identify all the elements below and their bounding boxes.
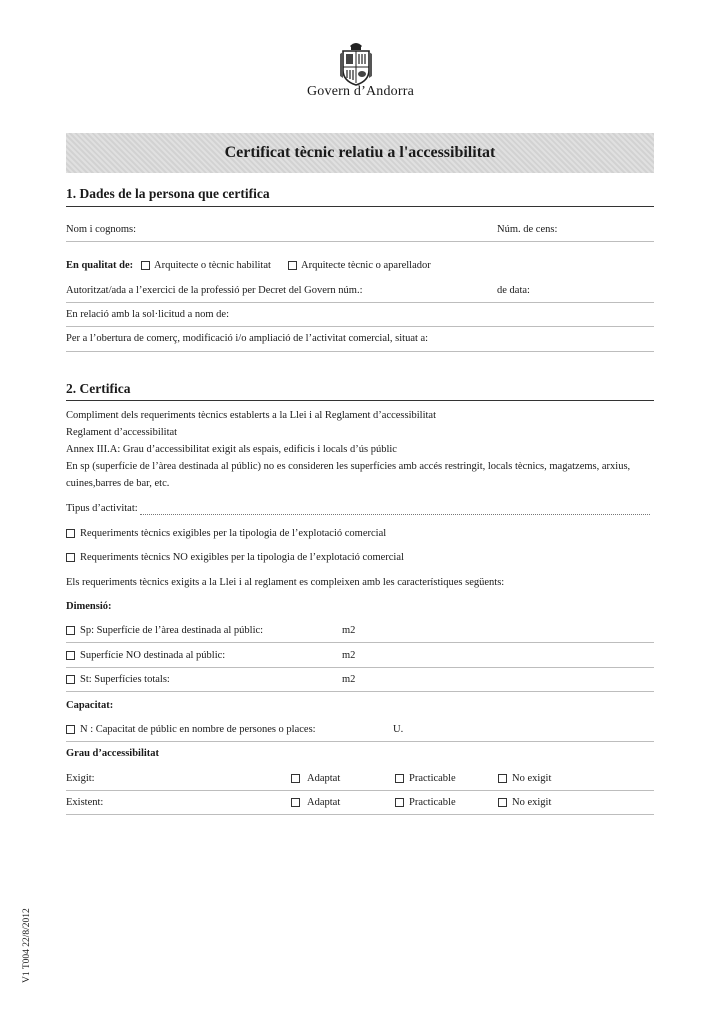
existing-practicable-label: Practicable	[409, 797, 456, 808]
st-checkbox[interactable]	[66, 675, 75, 684]
premises-field-line[interactable]	[66, 351, 654, 352]
name-label: Nom i cognoms:	[66, 224, 136, 235]
n-checkbox[interactable]	[66, 725, 75, 734]
required-adaptat-label: Adaptat	[307, 773, 341, 784]
intro-line-1: Compliment dels requeriments tècnics establerts a la Llei i al Reglament d’accessibilitat	[66, 410, 437, 421]
capacity-technical-architect-label: Arquitecte tècnic o aparellador	[301, 260, 431, 271]
intro-line-4: En sp (superfície de l’àrea destinada al públic) no es consideren les superfícies amb accés restringit, locals tècnics, magatzems, arxius,	[66, 461, 631, 472]
request-field-line[interactable]	[66, 326, 654, 327]
dimension-heading: Dimensió:	[66, 601, 112, 612]
version-stamp: V1 T004 22/8/2012	[22, 908, 32, 983]
authorized-field-line[interactable]	[66, 302, 654, 303]
existing-no-exigit-label: No exigit	[512, 797, 552, 808]
snp-label: Superfície NO destinada al públic:	[80, 650, 226, 661]
n-unit: U.	[393, 724, 404, 735]
section2-divider	[66, 400, 654, 401]
capacity-architect-label: Arquitecte o tècnic habilitat	[154, 260, 271, 271]
required-row-line	[66, 790, 654, 791]
required-adaptat-checkbox[interactable]	[291, 774, 300, 783]
intro-line-5: cuines,barres de bar, etc.	[66, 478, 170, 489]
sp-checkbox[interactable]	[66, 626, 75, 635]
required-practicable-checkbox[interactable]	[395, 774, 404, 783]
authorized-label: Autoritzat/ada a l’exercici de la professió per Decret del Govern núm.:	[66, 285, 363, 296]
existing-label: Existent:	[66, 797, 104, 808]
section1-divider	[66, 206, 654, 207]
compliance-text: Els requeriments tècnics exigits a la Llei i al reglament es compleixen amb les característiques següents:	[66, 577, 505, 588]
required-label: Exigit:	[66, 773, 95, 784]
capacity-technical-architect-checkbox[interactable]	[288, 261, 297, 270]
section2-heading: 2. Certifica	[66, 381, 131, 396]
req-exigible-checkbox[interactable]	[66, 529, 75, 538]
snp-field-line[interactable]	[66, 667, 654, 668]
existing-adaptat-checkbox[interactable]	[291, 798, 300, 807]
sp-field-line[interactable]	[66, 642, 654, 643]
snp-checkbox[interactable]	[66, 651, 75, 660]
capacity-label: En qualitat de:	[66, 260, 134, 271]
andorra-coat-of-arms-icon	[336, 40, 376, 86]
existing-adaptat-label: Adaptat	[307, 797, 341, 808]
document-title: Certificat tècnic relatiu a l'accessibilitat	[224, 144, 496, 161]
required-no-exigit-checkbox[interactable]	[498, 774, 507, 783]
activity-type-field[interactable]	[140, 514, 650, 515]
n-field-line[interactable]	[66, 741, 654, 742]
st-field-line[interactable]	[66, 691, 654, 692]
date-label: de data:	[497, 285, 530, 296]
sp-label: Sp: Superfície de l’àrea destinada al públic:	[80, 625, 264, 636]
premises-label: Per a l’obertura de comerç, modificació i/o ampliació de l’activitat comercial, situat a:	[66, 333, 429, 344]
sp-unit: m2	[342, 625, 356, 636]
request-label: En relació amb la sol·licitud a nom de:	[66, 309, 229, 320]
name-field-line[interactable]	[66, 241, 654, 242]
n-label: N : Capacitat de públic en nombre de persones o places:	[80, 724, 316, 735]
capacity-heading: Capacitat:	[66, 700, 114, 711]
existing-practicable-checkbox[interactable]	[395, 798, 404, 807]
census-label: Núm. de cens:	[497, 224, 558, 235]
intro-line-2: Reglament d’accessibilitat	[66, 427, 178, 438]
existing-no-exigit-checkbox[interactable]	[498, 798, 507, 807]
required-no-exigit-label: No exigit	[512, 773, 552, 784]
intro-line-3: Annex III.A: Grau d’accessibilitat exigit als espais, edificis i locals d’ús públic	[66, 444, 397, 455]
activity-type-label: Tipus d’activitat:	[66, 503, 138, 514]
organization-name: Govern d’Andorra	[307, 84, 414, 99]
snp-unit: m2	[342, 650, 356, 661]
st-unit: m2	[342, 674, 356, 685]
grade-heading: Grau d’accessibilitat	[66, 748, 160, 759]
req-exigible-label: Requeriments tècnics exigibles per la tipologia de l’explotació comercial	[80, 528, 387, 539]
section1-heading: 1. Dades de la persona que certifica	[66, 186, 270, 201]
req-not-exigible-checkbox[interactable]	[66, 553, 75, 562]
st-label: St: Superfícies totals:	[80, 674, 170, 685]
capacity-architect-checkbox[interactable]	[141, 261, 150, 270]
document-title-bar	[66, 133, 654, 173]
required-practicable-label: Practicable	[409, 773, 456, 784]
existing-row-line	[66, 814, 654, 815]
req-not-exigible-label: Requeriments tècnics NO exigibles per la tipologia de l’explotació comercial	[80, 552, 404, 563]
